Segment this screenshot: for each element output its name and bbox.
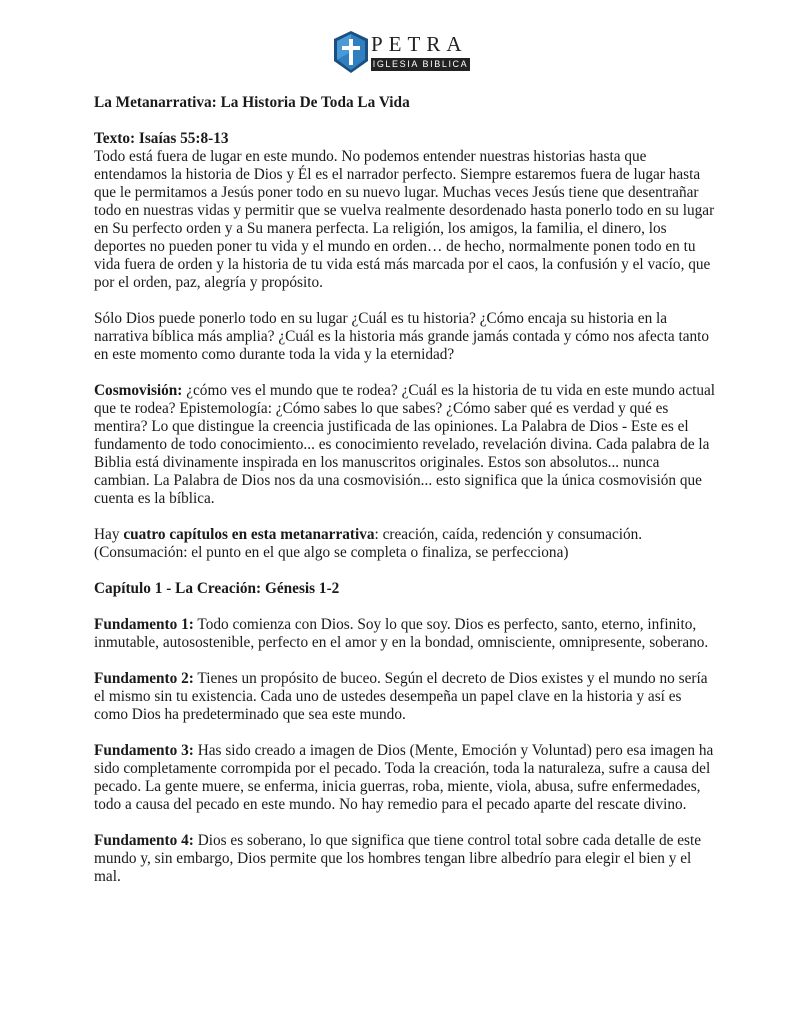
fundamento-2: Fundamento 2: Tienes un propósito de buceo. Según el decreto de Dios existes y el mundo no sería el mismo sin tu existencia. Cada uno de ustedes desempeña un papel clave en la historia y así es como Dios ha predeterminado que sea este mundo. [94,670,708,723]
fundamento-3: Fundamento 3: Has sido creado a imagen de Dios (Mente, Emoción y Voluntad) pero esa imagen ha sido completamente corrompida por el pecado. Toda la creación, toda la naturaleza, sufre a causa del pecado. La gente muere, se enferma, inicia guerras, roba, miente, viola, abusa, sufre enfermedades, todo a causa del pecado en este mundo. No hay remedio para el pecado aparte del rescate divino. [94,742,714,813]
cosmovision-paragraph: Cosmovisión: ¿cómo ves el mundo que te rodea? ¿Cuál es la historia de tu vida en este mundo actual que te rodea? Epistemología: ¿Cómo sabes lo que sabes? ¿Cómo saber qué es verdad y qué es mentira? Lo que distingue la creencia justificada de las opiniones. La Palabra de Dios - Este es el fundamento de todo conocimiento... es conocimiento revelado, revelación divina. Cada palabra de la Biblia está divinamente inspirada en los manuscritos originales. Estos son absolutos... nunca cambian. La Palabra de Dios nos da una cosmovisión... esto significa que la única cosmovisión que cuenta es la bíblica. [94,382,716,507]
shield-cross-icon [333,30,369,74]
logo-name: PETRA [371,32,468,56]
document-body [94,94,716,904]
intro-paragraph: Todo está fuera de lugar en este mundo. No podemos entender nuestras historias hasta que entendamos la historia de Dios y Él es el narrador perfecto. Siempre estaremos fuera de lugar hasta que le permitamos a Jesús poner todo en su nuevo lugar. Muchas veces Jesús tiene que desentrañar todo en nuestras vidas y permitir que se vuelva realmente desordenado hasta ponerlo todo en su lugar en Su perfecto orden y a Su manera perfecta. La religión, los amigos, la familia, el dinero, los deportes no pueden poner tu vida y el mundo en orden… de hecho, normalmente ponen todo en tu vida fuera de orden y la historia de tu vida está más marcada por el caos, la confusión y el vacío, que por el orden, paz, alegría y propósito. [94,148,715,291]
doc-title: La Metanarrativa: La Historia De Toda La Vida [94,94,410,111]
logo-subtitle: IGLESIA BIBLICA [372,59,469,69]
fundamento-4: Fundamento 4: Dios es soberano, lo que significa que tiene control total sobre cada detalle de este mundo y, sin embargo, Dios permite que los hombres tengan libre albedrío para elegir el bien y el mal. [94,832,702,885]
scripture-label: Texto: Isaías 55:8-13 [94,130,229,147]
chapter-heading: Capítulo 1 - La Creación: Génesis 1-2 [94,580,340,597]
petra-logo [333,30,473,74]
fundamento-1: Fundamento 1: Todo comienza con Dios. Soy lo que soy. Dios es perfecto, santo, eterno, infinito, inmutable, autosostenible, perfecto en el amor y en la bondad, omnisciente, omnipresente, soberano. [94,616,709,651]
intro-block [94,130,716,292]
story-paragraph: Sólo Dios puede ponerlo todo en su lugar ¿Cuál es tu historia? ¿Cómo encaja su historia en la narrativa bíblica más amplia? ¿Cuál es la historia más grande jamás contada y cómo nos afecta tanto en este momento como durante toda la vida y la eternidad? [94,310,710,363]
chapters-paragraph: Hay cuatro capítulos en esta metanarrativa: creación, caída, redención y consumación. (Consumación: el punto en el que algo se completa o finaliza, se perfecciona) [94,526,643,561]
